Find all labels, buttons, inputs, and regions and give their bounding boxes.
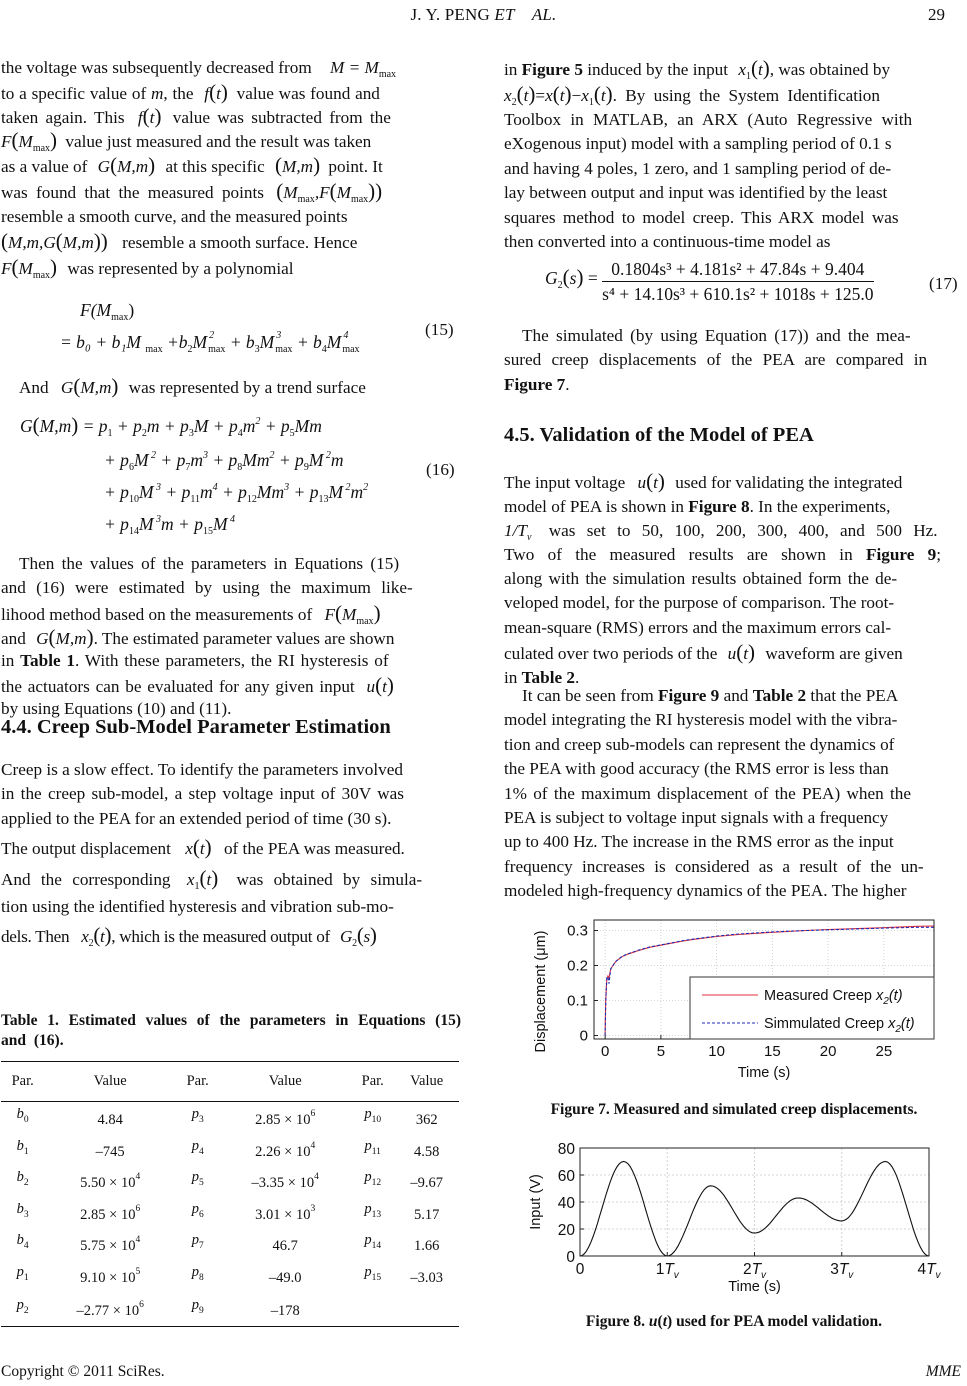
- text: at this specific: [165, 157, 265, 176]
- y-tick-label: 0.2: [567, 957, 588, 975]
- text: PEA is subject to voltage input signals with a frequency: [504, 808, 889, 828]
- param-value: –3.03: [410, 1269, 443, 1286]
- y-tick-label: 60: [557, 1168, 575, 1185]
- x-tick-label: 25: [875, 1043, 893, 1060]
- text: lay between output and input was identified by the least: [504, 183, 888, 203]
- left-column-para2: Then the values of the parameters in Equations (15) and (16) were estimated by using the maximum like- lihood method based on the measurements of $F(M_{max})$ and G(M,m). The estimated parameter values are shown in Table 1. With these parameters, the RI hysteresis of the actuators can be evaluated for any given input u(t) by using Equations (10) and (11).: [1, 552, 461, 721]
- table-row: [1, 1102, 459, 1134]
- eq17-number: (17): [929, 274, 958, 293]
- figure8-caption: Figure 8. u(t) used for PEA model validation.: [585, 1313, 883, 1330]
- figure9-ref[interactable]: Figure 9: [658, 686, 720, 705]
- y-axis-label: Displacement (μm): [533, 930, 549, 1053]
- text: up to 400 Hz. The increase in the RMS error as the input: [504, 832, 894, 852]
- table-row: [1, 1133, 459, 1165]
- math-M-eq-Mmax: $M = M_{max}$: [330, 58, 397, 80]
- eq15-number: (15): [425, 320, 454, 339]
- y-tick-label: 80: [557, 1141, 575, 1158]
- param-name: $p_4$: [191, 1137, 204, 1157]
- x-tick-label: 0: [575, 1261, 585, 1278]
- text: along with the simulation results obtained form the de-: [504, 569, 898, 588]
- and-line: And G(M,m) was represented by a trend surface: [19, 374, 366, 398]
- footer-journal: MME: [925, 1363, 961, 1380]
- eq15-lhs-text: F(M: [80, 300, 112, 320]
- param-name: $b_3$: [16, 1200, 29, 1220]
- param-name: $p_{15}$: [364, 1263, 382, 1283]
- text: frequency increases is considered as a result of the un-: [504, 856, 924, 876]
- text: and (16) were estimated by using the maximum like-: [1, 578, 413, 598]
- page-number: 29: [928, 5, 945, 24]
- param-name: $b_4$: [16, 1232, 29, 1252]
- param-value: 1.66: [414, 1238, 440, 1255]
- param-name: [351, 1291, 394, 1327]
- legend-label: Simmulated Creep $x_2(t)$: [764, 1016, 915, 1035]
- text: Creep is a slow effect. To identify the parameters involved: [1, 760, 403, 779]
- table-header-row: [1, 1062, 459, 1102]
- text: Then the values of the parameters in Equations (15): [19, 554, 400, 573]
- eq16-number: (16): [426, 460, 455, 479]
- param-name: $p_{10}$: [364, 1106, 382, 1126]
- math-m: m: [150, 84, 164, 103]
- right-column-para3: The input voltage u(t) used for validating the integrated model of PEA is shown in Figure 8. In the experiments, $1/T_v$ was set to 50, 100, 200, 300, 400, and 500 Hz. Two of the measured results are shown in Figure 9; along with the simulation results obtained form the de- veloped model, for the purpose of comparison. The root- mean-square (RMS) errors and the maximum errors cal- culated over two periods of the u(t) waveform are given in Table 2.: [504, 469, 964, 691]
- col-header: Value: [394, 1062, 459, 1102]
- param-value: $5.50 \times 10^4$: [80, 1172, 141, 1192]
- x-tick-label: 20: [819, 1043, 837, 1060]
- text: value was subtracted from the: [172, 108, 391, 127]
- text: Toolbox in MATLAB, an ARX (Auto Regressive with: [504, 110, 913, 129]
- math-f-t: f(t): [137, 104, 162, 128]
- text: was represented by a polynomial: [67, 259, 294, 278]
- param-value: $-3.35 \times 10^4$: [251, 1172, 319, 1192]
- eq17-numerator: 0.1804s³ + 4.181s² + 47.84s + 9.404: [602, 258, 873, 282]
- table-row: [1, 1291, 459, 1327]
- eq16-line2: + $p_6M$ $^2 + p_7m^3 + p_8Mm^2 + p_9M$ $^2$m: [104, 450, 344, 473]
- x-axis-label: Time (s): [737, 1065, 791, 1081]
- text: resemble a smooth surface. Hence: [122, 233, 358, 252]
- y-tick-label: 40: [557, 1195, 575, 1212]
- param-value: 46.7: [272, 1238, 298, 1255]
- text: point. It: [328, 157, 383, 176]
- right-column-para2: The simulated (by using Equation (17)) and the mea- sured creep displacements of the PEA are compared in Figure 7.: [504, 324, 964, 397]
- param-value: –178: [219, 1291, 351, 1327]
- section-heading-4-4: 4.4. Creep Sub-Model Parameter Estimation: [1, 716, 391, 738]
- text: lihood method based on the measurements of: [1, 604, 313, 624]
- x-tick-label: $4T_v$: [917, 1261, 941, 1281]
- text: to a specific value of: [1, 84, 147, 103]
- param-value: $2.85 \times 10^6$: [80, 1203, 141, 1223]
- text: applied to the PEA for an extended period of time (30 s).: [1, 808, 392, 828]
- x-tick-label: $3T_v$: [830, 1261, 854, 1281]
- table-row: [1, 1228, 459, 1260]
- figure8-ref[interactable]: Figure 8: [688, 497, 750, 516]
- text: 1% of the maximum displacement of the PEA) when the: [504, 783, 912, 803]
- header-authors: J. Y. PENG: [410, 5, 490, 24]
- left-column-para3: Creep is a slow effect. To identify the parameters involved in the creep sub-model, a step voltage input of 30V was applied to the PEA for an extended period of time (30 s). The output displacement x(t) of the PEA was measured. And the corresponding $x_1(t)$ was obtained by simula- tion using the identified hysteresis and vibration sub-mo- dels. Then $x_2(t)$, which is the measured output of $G_2(s)$: [1, 758, 461, 949]
- eq15-rhs: = b₀ + b₁M $_{max} +b_2M$ 2 $_{max} + b_3M$ 3 $_{max} + b_4M$ 4 $_{max}$: [60, 330, 360, 355]
- param-value: $2.26 \times 10^4$: [255, 1140, 316, 1160]
- math-M-m: (M,m): [275, 153, 321, 177]
- math-G-M-m: G(M,m): [97, 153, 156, 177]
- y-tick-label: 0: [566, 1249, 575, 1266]
- text: veloped model, for the purpose of comparison. The root-: [504, 593, 895, 613]
- x-tick-label: 5: [656, 1043, 666, 1060]
- param-name: $p_{13}$: [364, 1200, 382, 1220]
- param-value: 4.84: [97, 1112, 123, 1129]
- table-row: [1, 1165, 459, 1197]
- param-value: 5.17: [414, 1206, 440, 1223]
- table2-ref[interactable]: Table 2: [521, 668, 576, 688]
- text: then converted into a continuous-time model as: [504, 232, 831, 252]
- param-name: $b_2$: [16, 1169, 29, 1189]
- col-header: Par.: [351, 1062, 394, 1102]
- table1-ref[interactable]: Table 1: [20, 650, 76, 670]
- eq16-line4: + $p_{14}M$ $^3m + p_{15}M$ $^4$: [104, 514, 236, 537]
- y-tick-label: 0.3: [567, 922, 588, 940]
- param-name: $b_0$: [16, 1106, 29, 1126]
- param-name: $p_8$: [191, 1263, 204, 1283]
- param-name: $p_6$: [191, 1200, 204, 1220]
- param-value: –49.0: [268, 1269, 302, 1286]
- math-M-m-GMm: (M,m,G(M,m)): [1, 229, 108, 253]
- text: modeled high-frequency dynamics of the PEA. The higher: [504, 881, 907, 901]
- header-et-al: ET AL.: [494, 5, 557, 24]
- text: . The estimated parameter values are shown: [93, 628, 395, 648]
- y-tick-label: 0: [579, 1027, 588, 1045]
- right-column-para1: in Figure 5 induced by the input $x_1(t)$, was obtained by $x_2(t)=x(t)-x_1(t)$. By using the System Identification Toolbox in MATLAB, an ARX (Auto Regressive with eXogenous input) model with a sampling period of 0.1 s and having 4 poles, 1 zero, and 1 sampling period of de- lay between output and input was identified by the least squares method to model creep. This ARX model was then converted into a continuous-time model as: [504, 56, 964, 254]
- footer-copyright: Copyright © 2011 SciRes.: [1, 1363, 165, 1380]
- text: and having 4 poles, 1 zero, and 1 sampling period of de-: [504, 158, 892, 178]
- col-header: Par.: [176, 1062, 219, 1102]
- text: value was found and: [236, 84, 380, 103]
- x-tick-label: $1T_v$: [655, 1261, 679, 1281]
- math-F-Mmax: $F(M_{max})$: [1, 255, 58, 281]
- table-row: [1, 1259, 459, 1291]
- figure9-ref[interactable]: Figure 9: [865, 545, 937, 564]
- figure7-chart: [530, 915, 950, 1090]
- text: tion using the identified hysteresis and vibration sub-mo-: [1, 897, 394, 917]
- col-header: Value: [219, 1062, 351, 1102]
- text: squares method to model creep. This ARX model was: [504, 207, 899, 227]
- text: mean-square (RMS) errors and the maximum errors cal-: [504, 617, 892, 637]
- x-tick-label: 0: [600, 1043, 610, 1060]
- param-name: $p_3$: [191, 1106, 204, 1126]
- param-name: $b_1$: [16, 1137, 29, 1157]
- x-axis-label: Time (s): [728, 1279, 781, 1295]
- param-value: $9.10 \times 10^5$: [80, 1266, 141, 1286]
- param-value: 4.58: [414, 1143, 440, 1160]
- eq16-line3: + $p_{10}M$ $^3 + p_{11}m^4 + p_{12}Mm^3 + p_{13}M$ $^2m^2$: [104, 482, 369, 505]
- y-tick-label: 20: [557, 1222, 575, 1239]
- param-value: $3.01 \times 10^3$: [255, 1203, 316, 1223]
- param-value: $5.75 \times 10^4$: [80, 1235, 141, 1255]
- eq15-rhs-text: = b₀ + b₁M: [60, 332, 141, 352]
- eq16-line1: $G(M,m) = p_1 + p_2m + p_3M + p_4m^2 + p_5Mm$: [20, 413, 322, 439]
- param-value: –745: [95, 1143, 125, 1160]
- figure7-ref[interactable]: Figure 7: [504, 374, 566, 394]
- table-row: [1, 1196, 459, 1228]
- param-name: $p_2$: [1, 1291, 44, 1327]
- text: The simulated (by using Equation (17)) and the mea-: [522, 326, 911, 345]
- math-F-Mmax: $F(M_{max})$: [1, 128, 58, 154]
- text: in the creep sub-model, a step voltage input of 30V was: [1, 784, 404, 804]
- eq15-lhs: $F(M_{max})$: [80, 300, 135, 323]
- left-column-para1: [1, 56, 461, 281]
- param-name: $p_{11}$: [364, 1137, 381, 1157]
- text: and: [1, 628, 26, 648]
- figure5-ref[interactable]: Figure 5: [521, 60, 583, 79]
- text: tion and creep sub-models can represent the dynamics of: [504, 734, 895, 754]
- text: was found that the measured points: [1, 183, 264, 202]
- figure8-chart: [530, 1130, 950, 1305]
- x-tick-label: 15: [764, 1043, 781, 1060]
- text: taken again. This: [1, 108, 125, 127]
- text: the PEA with good accuracy (the RMS error is less than: [504, 759, 889, 779]
- text: model integrating the RI hysteresis model with the vibra-: [504, 710, 898, 730]
- eq17-denominator: s⁴ + 14.10s³ + 610.1s² + 1018s + 125.0: [602, 284, 874, 304]
- text: , the: [163, 84, 194, 103]
- param-name: $p_{12}$: [364, 1169, 382, 1189]
- table1: [1, 1061, 459, 1327]
- text: eXogenous input) model with a sampling period of 0.1 s: [504, 134, 892, 154]
- right-column-para4: It can be seen from Figure 9 and Table 2 that the PEA model integrating the RI hysteresis model with the vibra- tion and creep sub-models can represent the dynamics of the PEA with good accuracy (the RMS error is less than 1% of the maximum displacement of the PEA) when the PEA is subject to voltage input signals with a frequency up to 400 Hz. The increase in the RMS error as the input frequency increases is considered as a result of the un- modeled high-frequency dynamics of the PEA. The higher: [504, 684, 964, 904]
- param-value: 362: [415, 1112, 438, 1129]
- text: as a value of: [1, 157, 88, 176]
- figure7-caption: Figure 7. Measured and simulated creep displacements.: [550, 1101, 918, 1118]
- param-name: $p_5$: [191, 1169, 204, 1189]
- text: resemble a smooth curve, and the measured points: [1, 207, 348, 226]
- text: value just measured and the result was taken: [65, 132, 372, 151]
- eq17: $G_2(s)$ = $\frac{\text{0.1804s³ + 4.181s² + 47.84s + 9.404}}{\text{s⁴ + 14.10s³ + 610.1s² + 1018s + 125.0}}$: [545, 259, 874, 304]
- math-Mmax-FMmax: $(M_{max},F(M_{max}))$: [276, 179, 383, 205]
- table2-ref[interactable]: Table 2: [752, 686, 807, 705]
- text: the voltage was subsequently decreased from: [1, 58, 312, 77]
- running-header: [0, 3, 967, 27]
- param-value: –9.67: [410, 1175, 443, 1192]
- legend-label: Measured Creep $x_2(t)$: [764, 988, 903, 1007]
- col-header: Par.: [1, 1062, 44, 1102]
- param-name: $p_7$: [191, 1232, 204, 1252]
- y-tick-label: 0.1: [567, 992, 588, 1010]
- param-value: $-2.77 \times 10^6$: [44, 1291, 176, 1327]
- col-header: Value: [44, 1062, 176, 1102]
- param-name: $p_{14}$: [364, 1232, 382, 1252]
- param-value: [394, 1291, 459, 1327]
- x-tick-label: $2T_v$: [742, 1261, 767, 1281]
- table1-caption: Table 1. Estimated values of the parameters in Equations (15) and (16).: [1, 1012, 461, 1049]
- text: sured creep displacements of the PEA are compared in: [504, 350, 928, 370]
- y-axis-label: Input (V): [528, 1174, 544, 1230]
- param-value: $2.85 \times 10^6$: [255, 1109, 316, 1129]
- section-heading-4-5: 4.5. Validation of the Model of PEA: [504, 424, 814, 446]
- text: by using Equations (10) and (11).: [1, 698, 232, 718]
- math-f-t: f(t): [204, 80, 228, 104]
- param-name: $p_1$: [16, 1263, 29, 1283]
- param-name: $p_9$: [176, 1291, 219, 1327]
- x-tick-label: 10: [708, 1043, 725, 1060]
